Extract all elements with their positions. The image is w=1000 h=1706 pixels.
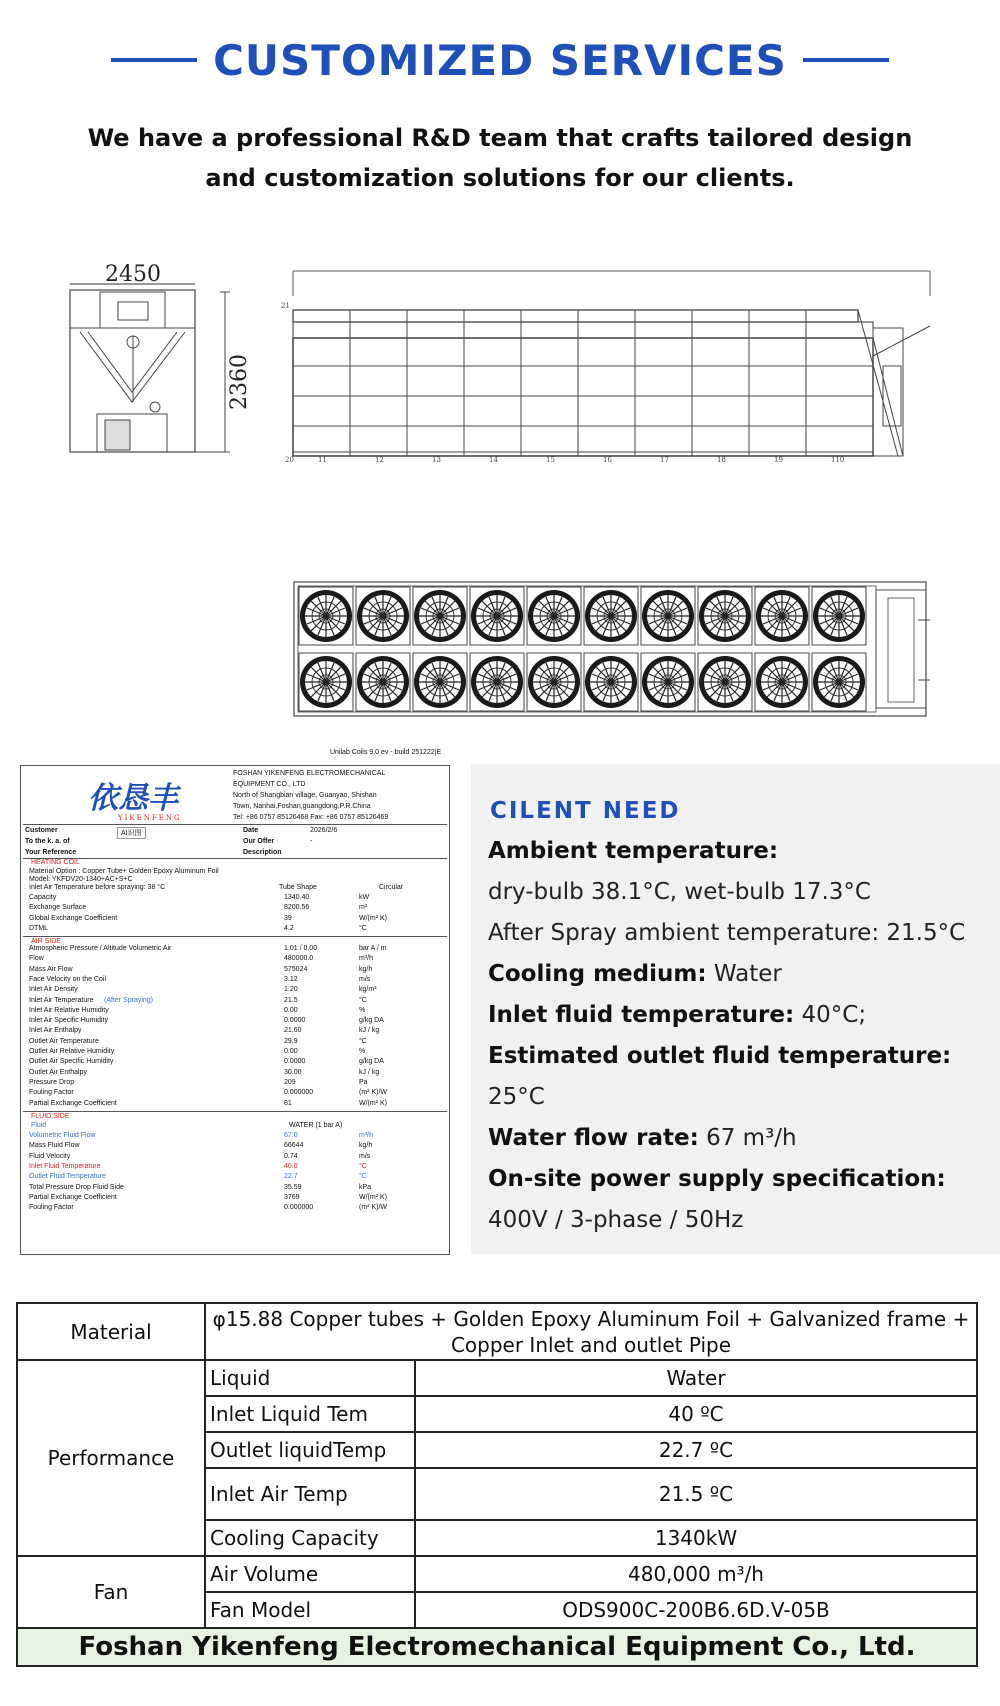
row-note: (After Spraying) <box>104 996 154 1004</box>
row-unit: Pa <box>359 1078 368 1086</box>
material-value: φ15.88 Copper tubes + Golden Epoxy Aluminum Foil + Galvanized frame + Copper Inlet and outlet Pipe <box>205 1303 977 1360</box>
company-info <box>233 768 445 823</box>
inlet-fluid-value: 40°C; <box>794 1002 867 1028</box>
ambient-values: dry-bulb 38.1°C, wet-bulb 17.3°C <box>488 879 871 905</box>
param-value: 40 ºC <box>415 1396 977 1432</box>
row-value: 4.2 <box>284 924 294 932</box>
row-unit: m³/h <box>359 1132 373 1139</box>
row-label: Inlet Fluid Temperature <box>29 1162 101 1170</box>
side-view-drawing <box>60 262 270 462</box>
row-value: 66644 <box>284 1142 304 1150</box>
air-side-heading: AIR SIDE <box>31 938 61 945</box>
row-unit: % <box>359 1048 366 1055</box>
heating-coil-heading: HEATING COIL <box>31 859 80 866</box>
header-right-rule <box>803 58 889 62</box>
row-value: 21.60 <box>284 1027 302 1035</box>
bay-label: 110 <box>831 456 845 464</box>
row-unit: °C <box>359 1173 367 1181</box>
outlet-fluid-value: 25°C <box>488 1084 545 1110</box>
company-logo <box>23 768 228 823</box>
row-unit: g/kg DA <box>359 1017 384 1025</box>
bay-label: 13 <box>432 456 441 464</box>
water-flow-label: Water flow rate: <box>488 1125 699 1151</box>
row-unit: m³/h <box>359 955 373 963</box>
row-unit: m² <box>359 904 368 912</box>
param-value: 22.7 ºC <box>415 1432 977 1468</box>
tube-shape-value: Circular <box>379 884 404 891</box>
row-unit: W/(m² K) <box>359 1193 387 1201</box>
front-view-drawing <box>278 266 938 466</box>
param-name: Fan Model <box>205 1592 415 1628</box>
row-value: 575024 <box>284 965 308 973</box>
ai-badge[interactable]: AI识图 <box>117 827 146 839</box>
row-label: Outlet Air Enthalpy <box>29 1068 87 1076</box>
row-unit: °C <box>359 1162 367 1170</box>
row-label: Partial Exchange Coefficient <box>29 1193 117 1201</box>
cooling-medium-label: Cooling medium: <box>488 961 707 987</box>
row-value: 3769 <box>284 1193 300 1201</box>
row-label: Capacity <box>29 894 57 901</box>
client-need-title: CILENT NEED <box>490 798 681 824</box>
top-view-fan-drawing <box>292 580 932 720</box>
water-flow-value: 67 m³/h <box>698 1125 797 1151</box>
bay-label: 16 <box>603 456 612 464</box>
row-label: Pressure Drop <box>29 1078 75 1086</box>
row-label: Total Pressure Drop Fluid Side <box>29 1183 124 1191</box>
row-unit: kg/m³ <box>359 986 377 994</box>
row-value: 0.000000 <box>284 1089 314 1097</box>
row-unit: °C <box>359 1037 367 1045</box>
bay-label: 18 <box>717 456 726 464</box>
datasheet-row <box>29 923 449 934</box>
row-value: 209 <box>284 1078 296 1086</box>
row-label: Inlet Air Temperature <box>29 996 94 1004</box>
row-unit: kW <box>359 894 370 901</box>
row-value: 0.000000 <box>284 1204 314 1212</box>
performance-label: Performance <box>17 1360 205 1556</box>
row-label: Atmospheric Pressure / Altitude Volumetric Air <box>29 945 172 952</box>
ref-label: Your Reference <box>25 849 77 856</box>
param-name: Air Volume <box>205 1556 415 1592</box>
row-label: Flow <box>29 955 44 963</box>
material-option: Material Option : Copper Tube+ Golden Epoxy Aluminum Foil <box>29 868 219 875</box>
company-line: Town, Nanhai,Foshan,guangdong,P.R.China <box>233 803 371 810</box>
row-value: 35.59 <box>284 1183 302 1191</box>
table-row <box>17 1556 977 1592</box>
row-label: Mass Fluid Flow <box>29 1142 80 1150</box>
logo-en: YIKENFENG <box>118 814 182 822</box>
section-header <box>0 28 1000 92</box>
date-label: Date <box>243 827 259 834</box>
bay-label: 12 <box>375 456 384 464</box>
bay-label-start: 20 <box>285 456 294 464</box>
row-label: Inlet Air Relative Humidity <box>29 1006 109 1014</box>
company-line: North of Shangbian village, Guanyao, Shishan <box>233 792 377 799</box>
fluid-label: Fluid <box>31 1122 47 1129</box>
outlet-fluid-label: Estimated outlet fluid temperature: <box>488 1043 952 1069</box>
param-value: 1340kW <box>415 1520 977 1556</box>
row-value: 1340.40 <box>284 894 310 901</box>
datasheet-row <box>29 1202 449 1213</box>
param-name: Outlet liquidTemp <box>205 1432 415 1468</box>
row-label: Outlet Fluid Temperature <box>29 1173 106 1181</box>
row-label: Fouling Factor <box>29 1204 74 1212</box>
row-value: 0.0000 <box>284 1058 306 1066</box>
param-name: Inlet Air Temp <box>205 1468 415 1520</box>
row-label: Outlet Air Temperature <box>29 1037 99 1045</box>
row-value: 22.7 <box>284 1173 298 1181</box>
row-unit: kg/h <box>359 1142 373 1150</box>
customer-label: Customer <box>25 827 58 834</box>
row-label: Outlet Air Specific Humidity <box>29 1058 114 1066</box>
material-label: Material <box>17 1303 205 1360</box>
row-value: 29.9 <box>284 1037 298 1045</box>
row-label: Inlet Air Enthalpy <box>29 1027 82 1035</box>
bay-label: 15 <box>546 456 555 464</box>
param-value: Water <box>415 1360 977 1396</box>
table-row <box>17 1360 977 1396</box>
company-footer: Foshan Yikenfeng Electromechanical Equipment Co., Ltd. <box>17 1628 977 1666</box>
row-value: 480000.0 <box>284 955 314 963</box>
bay-label: 11 <box>318 456 327 464</box>
row-label: Mass Air Flow <box>29 965 73 973</box>
row-value: 1.20 <box>284 986 298 994</box>
row-value: 40.0 <box>284 1162 298 1170</box>
param-name: Cooling Capacity <box>205 1520 415 1556</box>
row-unit: W/(m² K) <box>359 914 387 922</box>
row-value: 0.00 <box>284 1006 298 1014</box>
company-line: FOSHAN YIKENFENG ELECTROMECHANICAL <box>233 770 386 777</box>
row-label: Global Exchange Coefficient <box>29 914 118 922</box>
row-value: 1.01 / 0.00 <box>284 945 318 952</box>
row-unit: m/s <box>359 1152 371 1160</box>
row-unit: °C <box>359 924 367 932</box>
param-value: 480,000 m³/h <box>415 1556 977 1592</box>
bay-label: 14 <box>489 456 498 464</box>
client-need-panel <box>471 764 1000 1254</box>
row-label: Exchange Surface <box>29 904 87 912</box>
row-unit: kg/h <box>359 965 373 973</box>
row-unit: (m² K)/W <box>359 1204 387 1212</box>
param-name: Inlet Liquid Tem <box>205 1396 415 1432</box>
tube-shape-label: Tube Shape <box>279 884 317 891</box>
row-label: Fouling Factor <box>29 1089 74 1097</box>
spec-table <box>16 1302 978 1667</box>
intro-text <box>0 118 1000 198</box>
row-unit: g/kg DA <box>359 1058 384 1066</box>
page-title: CUSTOMIZED SERVICES <box>213 35 787 85</box>
intro-line-1: We have a professional R&D team that crafts tailored design <box>87 124 913 152</box>
company-line: EQUIPMENT CO., LTD <box>233 781 306 788</box>
ambient-label: Ambient temperature: <box>488 838 779 864</box>
row-label: Volumetric Fluid Flow <box>29 1132 96 1139</box>
to-label: To the k. a. of <box>25 838 70 845</box>
row-value: 0.0000 <box>284 1017 306 1025</box>
row-unit: W/(m² K) <box>359 1099 387 1107</box>
row-unit: kJ / kg <box>359 1068 380 1076</box>
row-value: 30.00 <box>284 1068 302 1076</box>
row-value: 67.0 <box>284 1132 298 1139</box>
side-width-dimension: 2450 <box>105 262 161 287</box>
intro-line-2: and customization solutions for our clients. <box>205 164 795 192</box>
model: Model: YKFDV20-1340+AC+S+C <box>29 876 133 883</box>
header-left-rule <box>111 58 197 62</box>
row-label: Inlet Air Density <box>29 986 78 994</box>
row-value: 39 <box>284 914 292 922</box>
fluid-side-heading: FLUID SIDE <box>31 1113 70 1120</box>
bay-label: 19 <box>774 456 783 464</box>
row-unit: (m² K)/W <box>359 1089 387 1097</box>
param-value: 21.5 ºC <box>415 1468 977 1520</box>
top-label: 21 <box>281 302 290 310</box>
footer-row <box>17 1628 977 1666</box>
row-label: Outlet Air Relative Humidity <box>29 1048 115 1055</box>
row-value: 3.12 <box>284 975 298 983</box>
row-unit: bar A / m <box>359 945 387 952</box>
datasheet <box>20 765 450 1255</box>
row-value: 0.74 <box>284 1152 298 1160</box>
bay-label: 17 <box>660 456 669 464</box>
row-unit: m/s <box>359 975 371 983</box>
power-supply-value: 400V / 3-phase / 50Hz <box>488 1207 744 1233</box>
row-unit: % <box>359 1006 366 1014</box>
inlet-fluid-label: Inlet fluid temperature: <box>488 1002 795 1028</box>
cooling-medium-value: Water <box>706 961 782 987</box>
row-label: DTML <box>29 924 49 932</box>
after-spray-temp: After Spray ambient temperature: 21.5°C <box>488 920 966 946</box>
param-value: ODS900C-200B6.6D.V-05B <box>415 1592 977 1628</box>
offer-value: - <box>310 838 313 845</box>
param-name: Liquid <box>205 1360 415 1396</box>
row-value: 81 <box>284 1099 292 1107</box>
row-unit: kJ / kg <box>359 1027 380 1035</box>
power-supply-label: On-site power supply specification: <box>488 1166 946 1192</box>
inlet-before-spray: Inlet Air Temperature before spraying: 38 °C <box>29 884 166 891</box>
row-unit: kPa <box>359 1183 372 1191</box>
row-label: Inlet Air Specific Humidity <box>29 1017 108 1025</box>
offer-label: Our Offer <box>243 838 275 845</box>
datasheet-row <box>29 1098 449 1109</box>
datasheet-build: Unilab Coils 9.0 ev - build 251222|E <box>330 749 442 756</box>
date-value: 2026/2/6 <box>310 827 338 834</box>
logo-cn: 依恳丰 <box>88 781 178 816</box>
row-label: Fluid Velocity <box>29 1152 71 1160</box>
row-value: 21.5 <box>284 996 298 1004</box>
row-unit: °C <box>359 996 367 1004</box>
row-label: Face Velocity on the Coil <box>29 975 107 983</box>
row-value: 0.00 <box>284 1048 298 1055</box>
material-row <box>17 1303 977 1360</box>
company-line: Tel: +86 0757 85126468 Fax: +86 0757 85126469 <box>233 814 389 821</box>
side-height-dimension: 2360 <box>227 354 252 410</box>
row-value: 8200.56 <box>284 904 310 912</box>
row-label: Partial Exchange Coefficient <box>29 1099 117 1107</box>
fluid-value: WATER (1 bar A) <box>289 1122 343 1129</box>
desc-label: Description <box>243 849 282 856</box>
fan-label: Fan <box>17 1556 205 1628</box>
